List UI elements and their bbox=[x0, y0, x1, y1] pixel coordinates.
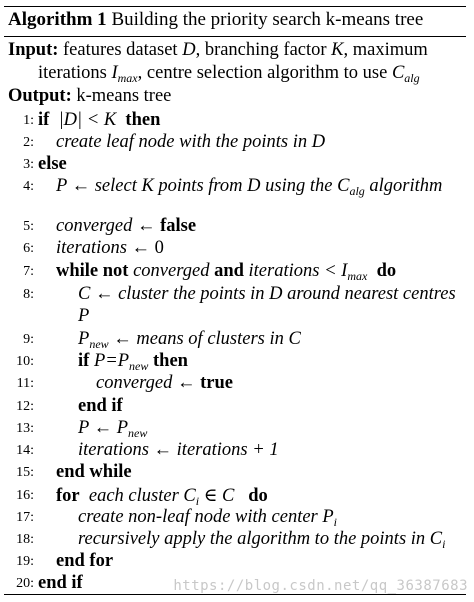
keyword: end for bbox=[56, 551, 114, 571]
subscript: i bbox=[442, 537, 446, 551]
code-text bbox=[78, 351, 188, 372]
code-fragment: create non-leaf node with center P bbox=[78, 507, 334, 527]
subscript: max bbox=[347, 269, 368, 283]
expression: ∈ C bbox=[199, 486, 235, 506]
input-var-c: C bbox=[391, 63, 405, 83]
line-number: 19: bbox=[16, 554, 34, 569]
keyword: end if bbox=[78, 396, 123, 416]
title-rule bbox=[4, 36, 466, 37]
line-number: 10: bbox=[16, 354, 34, 369]
code-text: C ← cluster the points in D around nearest centres bbox=[78, 284, 456, 304]
keyword: while not bbox=[56, 261, 129, 281]
code-text bbox=[56, 216, 196, 237]
operator: ← bbox=[172, 373, 201, 393]
line-number: 3: bbox=[23, 157, 34, 172]
input-label: Input: bbox=[8, 40, 59, 60]
keyword: end while bbox=[56, 462, 132, 482]
variable: P bbox=[78, 329, 90, 349]
line-number: 13: bbox=[16, 421, 34, 436]
keyword: for bbox=[56, 486, 80, 506]
code-fragment: P ← select K points from D using the C bbox=[56, 176, 350, 196]
keyword: then bbox=[125, 110, 161, 130]
variable: iterations bbox=[56, 238, 127, 258]
input-line-1 bbox=[8, 40, 428, 61]
subscript: new bbox=[128, 426, 148, 440]
subscript: i bbox=[195, 494, 200, 508]
output-label: Output: bbox=[8, 86, 72, 106]
keyword: else bbox=[38, 154, 67, 174]
code-text: iterations ← iterations + 1 bbox=[78, 440, 279, 460]
input-text: features dataset bbox=[63, 40, 183, 60]
line-number: 8: bbox=[23, 287, 34, 302]
line-number: 5: bbox=[23, 219, 34, 234]
variable: converged bbox=[56, 216, 133, 236]
line-number: 16: bbox=[16, 488, 34, 503]
subscript: new bbox=[89, 337, 109, 351]
input-text: , centre selection algorithm to use bbox=[137, 63, 392, 83]
code-text bbox=[56, 176, 442, 197]
code-text bbox=[78, 507, 337, 528]
input-var-k: K bbox=[331, 40, 344, 60]
input-sub: alg bbox=[404, 71, 420, 85]
code-text bbox=[78, 529, 445, 550]
input-sub: max bbox=[117, 71, 138, 85]
code-text bbox=[56, 261, 396, 282]
keyword: end if bbox=[38, 573, 83, 593]
expression: iterations < I bbox=[243, 261, 348, 281]
top-rule bbox=[4, 6, 466, 7]
keyword: if bbox=[38, 110, 50, 130]
line-number: 14: bbox=[16, 443, 34, 458]
input-var-i: I bbox=[111, 63, 118, 83]
keyword: if bbox=[78, 351, 90, 371]
subscript: i bbox=[333, 515, 338, 529]
code-text bbox=[78, 329, 301, 350]
code-text bbox=[96, 373, 233, 394]
code-text: create leaf node with the points in D bbox=[56, 132, 326, 152]
keyword: then bbox=[153, 351, 188, 371]
input-text: , branching factor bbox=[195, 40, 332, 60]
code-text bbox=[38, 110, 160, 131]
operator: ← bbox=[132, 216, 161, 236]
output-text: k-means tree bbox=[76, 86, 172, 106]
line-number: 11: bbox=[16, 376, 34, 391]
algorithm-title-text: Building the priority search k-means tree bbox=[111, 9, 424, 30]
keyword: do bbox=[248, 486, 268, 506]
subscript: alg bbox=[349, 184, 365, 198]
code-fragment: algorithm bbox=[364, 176, 443, 196]
keyword: false bbox=[160, 216, 197, 236]
line-number: 7: bbox=[23, 264, 34, 279]
line-number: 12: bbox=[16, 399, 34, 414]
variable: converged bbox=[96, 373, 173, 393]
algorithm-label: Algorithm 1 bbox=[8, 9, 107, 30]
line-number: 15: bbox=[16, 465, 34, 480]
line-number: 17: bbox=[16, 510, 34, 525]
expression: each cluster C bbox=[88, 486, 196, 506]
input-line-2 bbox=[38, 63, 420, 84]
code-text: P bbox=[78, 306, 90, 326]
expression: P ← P bbox=[78, 418, 129, 438]
line-number: 18: bbox=[16, 532, 34, 547]
keyword: and bbox=[214, 261, 244, 281]
code-fragment: ← means of clusters in C bbox=[108, 329, 301, 349]
algorithm-box bbox=[4, 6, 466, 595]
keyword: do bbox=[376, 261, 397, 281]
watermark: https://blog.csdn.net/qq_36387683 bbox=[173, 578, 468, 594]
line-number: 1: bbox=[23, 113, 34, 128]
input-var-d: D bbox=[182, 40, 196, 60]
line-number: 6: bbox=[23, 241, 34, 256]
output-line bbox=[8, 86, 171, 107]
variable: converged bbox=[128, 261, 215, 281]
operator: ← 0 bbox=[126, 238, 164, 258]
line-number: 20: bbox=[16, 576, 34, 591]
code-text bbox=[78, 418, 147, 439]
subscript: new bbox=[129, 359, 149, 373]
keyword: true bbox=[200, 373, 233, 393]
bottom-rule bbox=[4, 594, 466, 595]
algorithm-title bbox=[8, 9, 423, 31]
line-number: 2: bbox=[23, 135, 34, 150]
line-number: 4: bbox=[23, 179, 34, 194]
code-fragment: recursively apply the algorithm to the points in C bbox=[78, 529, 443, 549]
input-text: iterations bbox=[38, 63, 112, 83]
line-number: 9: bbox=[23, 332, 34, 347]
expression: P=P bbox=[93, 351, 130, 371]
expression: |D| < K bbox=[58, 110, 117, 130]
code-text bbox=[56, 238, 164, 259]
code-text bbox=[56, 485, 268, 507]
input-text: , maximum bbox=[343, 40, 428, 60]
